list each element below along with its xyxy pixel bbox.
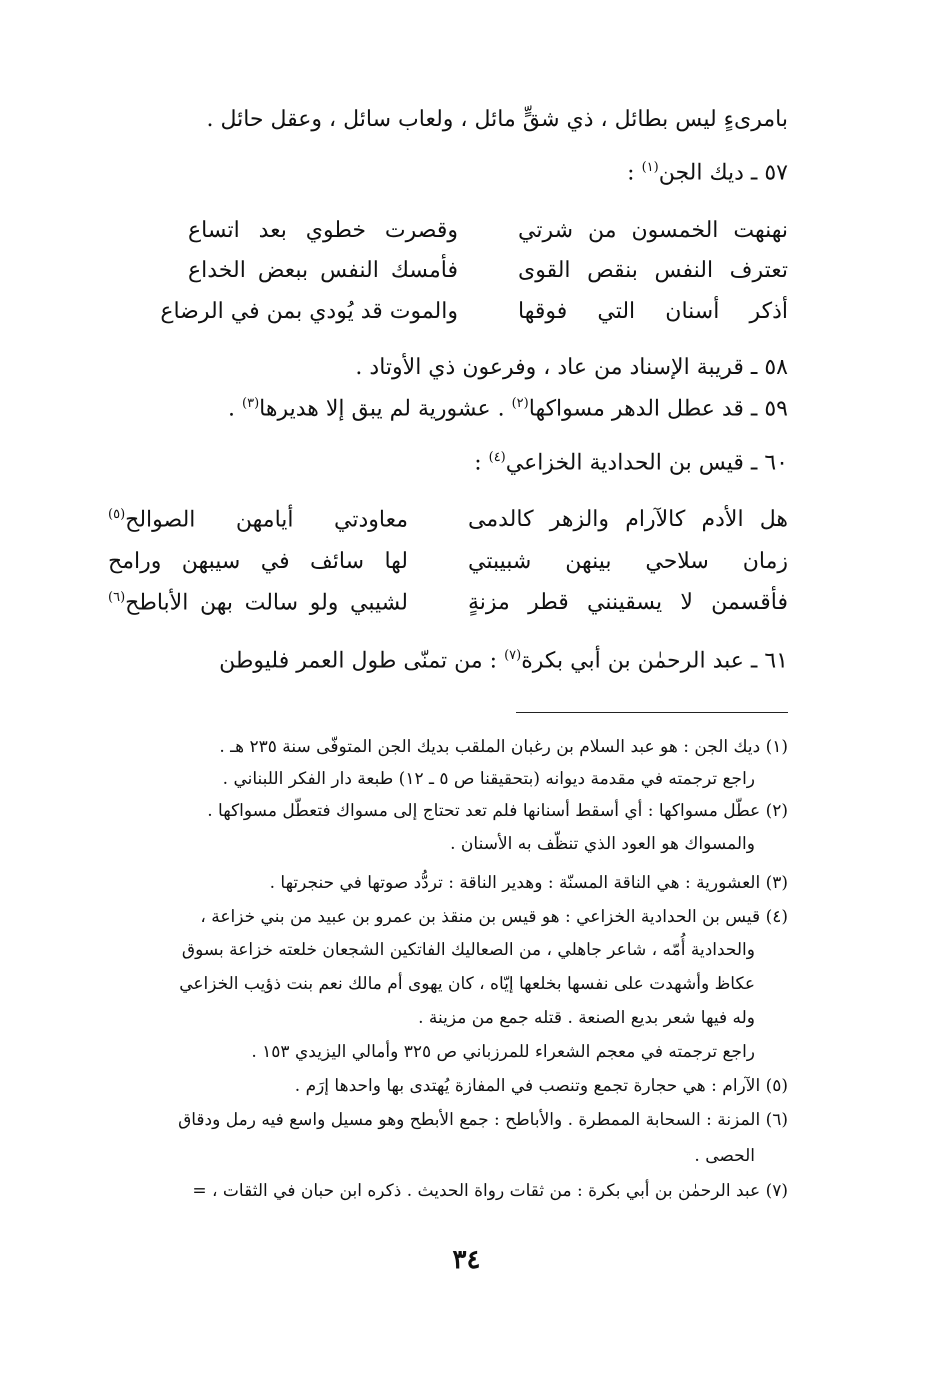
entry-59-part-a: ٥٩ ـ قد عطل الدهر مسواكها — [528, 396, 788, 422]
hemistich-second: فأمسك النفس ببعض الخداع — [188, 258, 458, 283]
footnote-line: راجع ترجمته في مقدمة ديوانه (بتحقيقنا ص ٥ ـ ١٢) طبعة دار الفكر اللبناني . — [222, 769, 755, 789]
hemistich-first: نهنهت الخمسون من شرتي — [518, 218, 788, 243]
footnote-ref-5: (٥) — [108, 507, 126, 522]
hemistich-first: تعترف النفس بنقص القوى — [518, 258, 788, 283]
verse-60-2 — [8, 549, 788, 574]
hemistich-second — [108, 507, 408, 532]
page-number: ٣٤ — [452, 1245, 481, 1275]
footnote-ref-1: (١) — [641, 160, 659, 175]
entry-57-colon: : — [627, 160, 642, 186]
hemistich-text: لشيبي ولو سالت بهن الأباطح — [125, 590, 408, 616]
hemistich-first: فأقسمن لا يسقينني قطر مزنةٍ — [468, 590, 788, 615]
entry-61-part-a: ٦١ ـ عبد الرحمٰن بن أبي بكرة — [521, 648, 788, 674]
footnote-line: (٤) قيس بن الحدادية الخزاعي : هو قيس بن منقذ بن عمرو بن عبيد من بني خزاعة ، — [200, 907, 788, 927]
prose-line-1: بامرىءٍ ليس بطائل ، ذي شقٍّ مائل ، ولعاب سائل ، وعقل حائل . — [206, 107, 788, 132]
verse-60-3 — [8, 590, 788, 615]
footnote-ref-7: (٧) — [504, 648, 522, 663]
entry-61 — [219, 648, 788, 673]
hemistich-text: معاودتي أيامهن الصوالح — [125, 507, 408, 533]
footnote-line: عكاظ وأشهدت على نفسها بخلعها إيّاه ، كان يهوى أم مالك نعم بنت ذؤيب الخزاعي — [179, 974, 755, 994]
footnote-ref-4: (٤) — [488, 450, 506, 465]
footnote-line: والمسواك هو العود الذي تنظّف به الأسنان . — [450, 834, 755, 854]
verse-57-3 — [8, 299, 788, 324]
footnote-line: (٥) الآرام : هي حجارة تجمع وتنصب في المفازة يُهتدى بها واحدها إرَم . — [294, 1076, 788, 1096]
verse-60-1 — [8, 507, 788, 532]
footnote-line: (١) ديك الجن : هو عبد السلام بن رغبان الملقب بديك الجن المتوفّى سنة ٢٣٥ هـ . — [219, 737, 788, 757]
hemistich-second — [108, 590, 408, 615]
entry-60-colon: : — [474, 450, 489, 476]
entry-61-part-b: : من تمنّى طول العمر فليوطن — [219, 648, 505, 674]
footnote-line: (٢) عطّل مسواكها : أي أسقط أسنانها فلم تعد تحتاج إلى مسواك فتعطّل مسواكها . — [207, 801, 788, 821]
entry-59-part-b: . عشورية لم يبق إلا هديرها — [259, 396, 512, 422]
footnote-line: (٣) العشورية : هي الناقة المسنّة : وهدير الناقة : تردُّد صوتها في حنجرتها . — [269, 873, 788, 893]
entry-59 — [228, 396, 788, 421]
footnote-line: (٦) المزنة : السحابة الممطرة . والأباطح : جمع الأبطح وهو مسيل واسع فيه رمل ودقاق — [178, 1110, 788, 1130]
hemistich-first: زمان سلاحي بينهن شبيبتي — [468, 549, 788, 574]
entry-60-heading — [474, 450, 788, 475]
hemistich-second: لها سائف في سيبهن ورامح — [108, 549, 408, 574]
verse-57-1 — [8, 218, 788, 243]
hemistich-second: والموت قد يُودي بمن في الرضاع — [160, 299, 458, 324]
entry-57-heading — [627, 160, 788, 185]
footnote-ref-2: (٢) — [511, 396, 529, 411]
footnote-separator — [516, 712, 788, 713]
entry-60-title: ٦٠ ـ قيس بن الحدادية الخزاعي — [505, 450, 788, 476]
footnote-ref-6: (٦) — [108, 590, 126, 605]
footnote-line: راجع ترجمته في معجم الشعراء للمرزباني ص ٣٢٥ وأمالي اليزيدي ١٥٣ . — [251, 1042, 755, 1062]
hemistich-first: هل الأدم كالآرام والزهر كالدمى — [468, 507, 788, 532]
hemistich-first: أذكر أسنان التي فوقها — [518, 299, 788, 324]
footnote-line: (٧) عبد الرحمٰن بن أبي بكرة : من ثقات رواة الحديث . ذكره ابن حبان في الثقات ، = — [192, 1181, 788, 1201]
footnote-ref-3: (٣) — [242, 396, 260, 411]
footnote-line: وله فيها شعر بديع الصنعة . قتله جمع من مزينة . — [418, 1008, 755, 1028]
entry-58: ٥٨ ـ قريبة الإسناد من عاد ، وفرعون ذي الأوتاد . — [355, 355, 788, 380]
verse-57-2 — [8, 258, 788, 283]
entry-57-title: ٥٧ ـ ديك الجن — [658, 160, 788, 186]
footnote-line: الحصى . — [694, 1146, 755, 1166]
footnote-line: والحدادية أُمّه ، شاعر جاهلي ، من الصعاليك الفاتكين الشجعان خلعته خزاعة بسوق — [181, 940, 755, 960]
hemistich-second: وقصرت خطوي بعد اتساع — [188, 218, 458, 243]
entry-59-part-c: . — [228, 396, 242, 422]
